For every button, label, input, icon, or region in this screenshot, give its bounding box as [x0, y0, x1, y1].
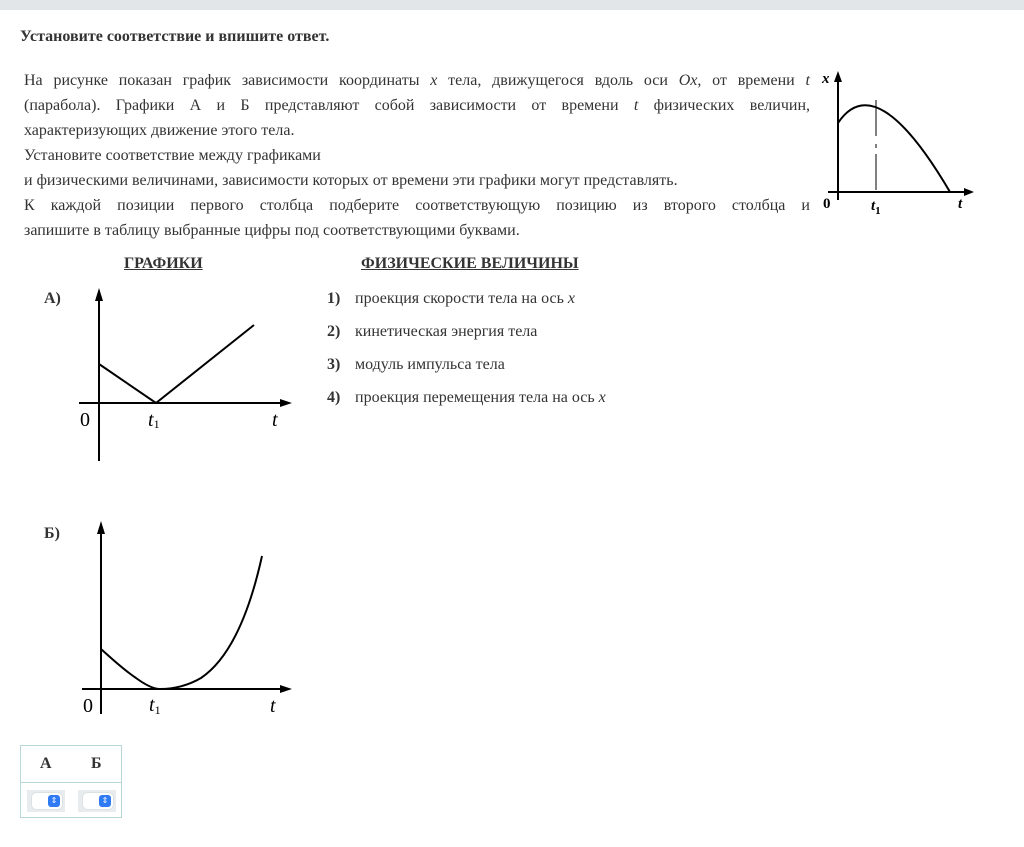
graphs-heading: ГРАФИКИ: [124, 255, 203, 272]
var-t: t: [633, 97, 639, 114]
select-box[interactable]: [83, 793, 113, 809]
intro-line-2: [24, 93, 810, 118]
parabola-curve: [838, 105, 950, 192]
intro-line-4: Установите соответствие между графиками: [24, 147, 321, 164]
var-x: x: [430, 72, 438, 89]
t1-sub: 1: [153, 417, 160, 431]
intro-line-5: и физическими величинами, зависимости которых от времени эти графики могут представлять.: [24, 172, 678, 189]
y-axis-arrow: [97, 521, 105, 534]
answer-select-a[interactable]: [27, 790, 65, 812]
y-axis-arrow: [95, 288, 103, 301]
intro-line-3: характеризующих движение этого тела.: [24, 122, 295, 139]
header-a: А: [40, 755, 52, 772]
graph-a-label: А): [44, 290, 61, 307]
answer-header-row: [21, 746, 121, 783]
item-text: проекция скорости тела на ось: [355, 290, 568, 307]
graph-b-curve: [101, 556, 262, 689]
quantity-item-1: [327, 290, 575, 308]
item-text: модуль импульса тела: [355, 356, 505, 373]
var-ox: Ox: [678, 72, 698, 89]
item-text: кинетическая энергия тела: [355, 323, 538, 340]
t1-label: [871, 198, 881, 217]
text: (парабола). Графики А и Б представляют собой зависимости от времени: [24, 97, 634, 114]
t1-label: [148, 409, 160, 431]
quantities-heading: ФИЗИЧЕСКИЕ ВЕЛИЧИНЫ: [361, 255, 579, 272]
origin-label: 0: [83, 695, 93, 717]
var-t: t: [805, 72, 810, 89]
intro-line-1: [24, 68, 810, 93]
t1-sub: 1: [154, 703, 161, 717]
header-b: Б: [91, 755, 102, 772]
quantity-item-3: [327, 356, 505, 374]
top-bar: [0, 0, 1024, 10]
answer-table: [20, 745, 122, 818]
y-axis-arrow: [834, 71, 842, 82]
task-description: [24, 68, 810, 243]
text: физических величин,: [638, 97, 811, 114]
intro-line-6: К каждой позиции первого столбца подберите соответствующую позицию из второго столбца и: [24, 197, 810, 214]
item-var: x: [567, 290, 575, 307]
x-axis-label: t: [958, 196, 963, 212]
updown-chevron-icon[interactable]: ⇕: [48, 795, 60, 807]
text: , от времени: [697, 72, 806, 89]
graph-b-label: Б): [44, 525, 60, 542]
main-graph-x-of-t: [818, 66, 980, 216]
item-var: x: [598, 389, 606, 406]
y-axis-label: x: [822, 71, 830, 87]
t1-sub: 1: [875, 205, 881, 217]
item-number: 1): [327, 290, 341, 307]
item-number: 4): [327, 389, 341, 406]
x-axis-label: t: [270, 695, 276, 717]
text: На рисунке показан график зависимости координаты: [24, 72, 431, 89]
quantity-item-4: [327, 389, 606, 407]
answer-select-b[interactable]: [78, 790, 116, 812]
updown-chevron-icon[interactable]: ⇕: [99, 795, 111, 807]
task-title: Установите соответствие и впишите ответ.: [20, 28, 330, 45]
origin-label: 0: [823, 196, 831, 212]
t1-t: t: [871, 198, 876, 214]
t1-t: t: [148, 409, 154, 431]
graph-a: [76, 285, 296, 465]
x-axis-arrow: [964, 188, 974, 196]
item-number: 3): [327, 356, 341, 373]
intro-line-7: запишите в таблицу выбранные цифры под соответствующими буквами.: [24, 222, 520, 239]
t1-t: t: [149, 694, 155, 716]
item-text: проекция перемещения тела на ось: [355, 389, 599, 406]
x-axis-label: t: [272, 409, 278, 431]
t1-label: [149, 694, 161, 717]
item-number: 2): [327, 323, 341, 340]
text: тела, движущегося вдоль оси: [437, 72, 679, 89]
origin-label: 0: [80, 409, 90, 431]
select-box[interactable]: [32, 793, 62, 809]
x-axis-arrow: [280, 399, 292, 407]
graph-b: [76, 518, 296, 718]
quantity-item-2: [327, 323, 537, 341]
graph-a-line: [99, 325, 254, 403]
x-axis-arrow: [280, 685, 292, 693]
